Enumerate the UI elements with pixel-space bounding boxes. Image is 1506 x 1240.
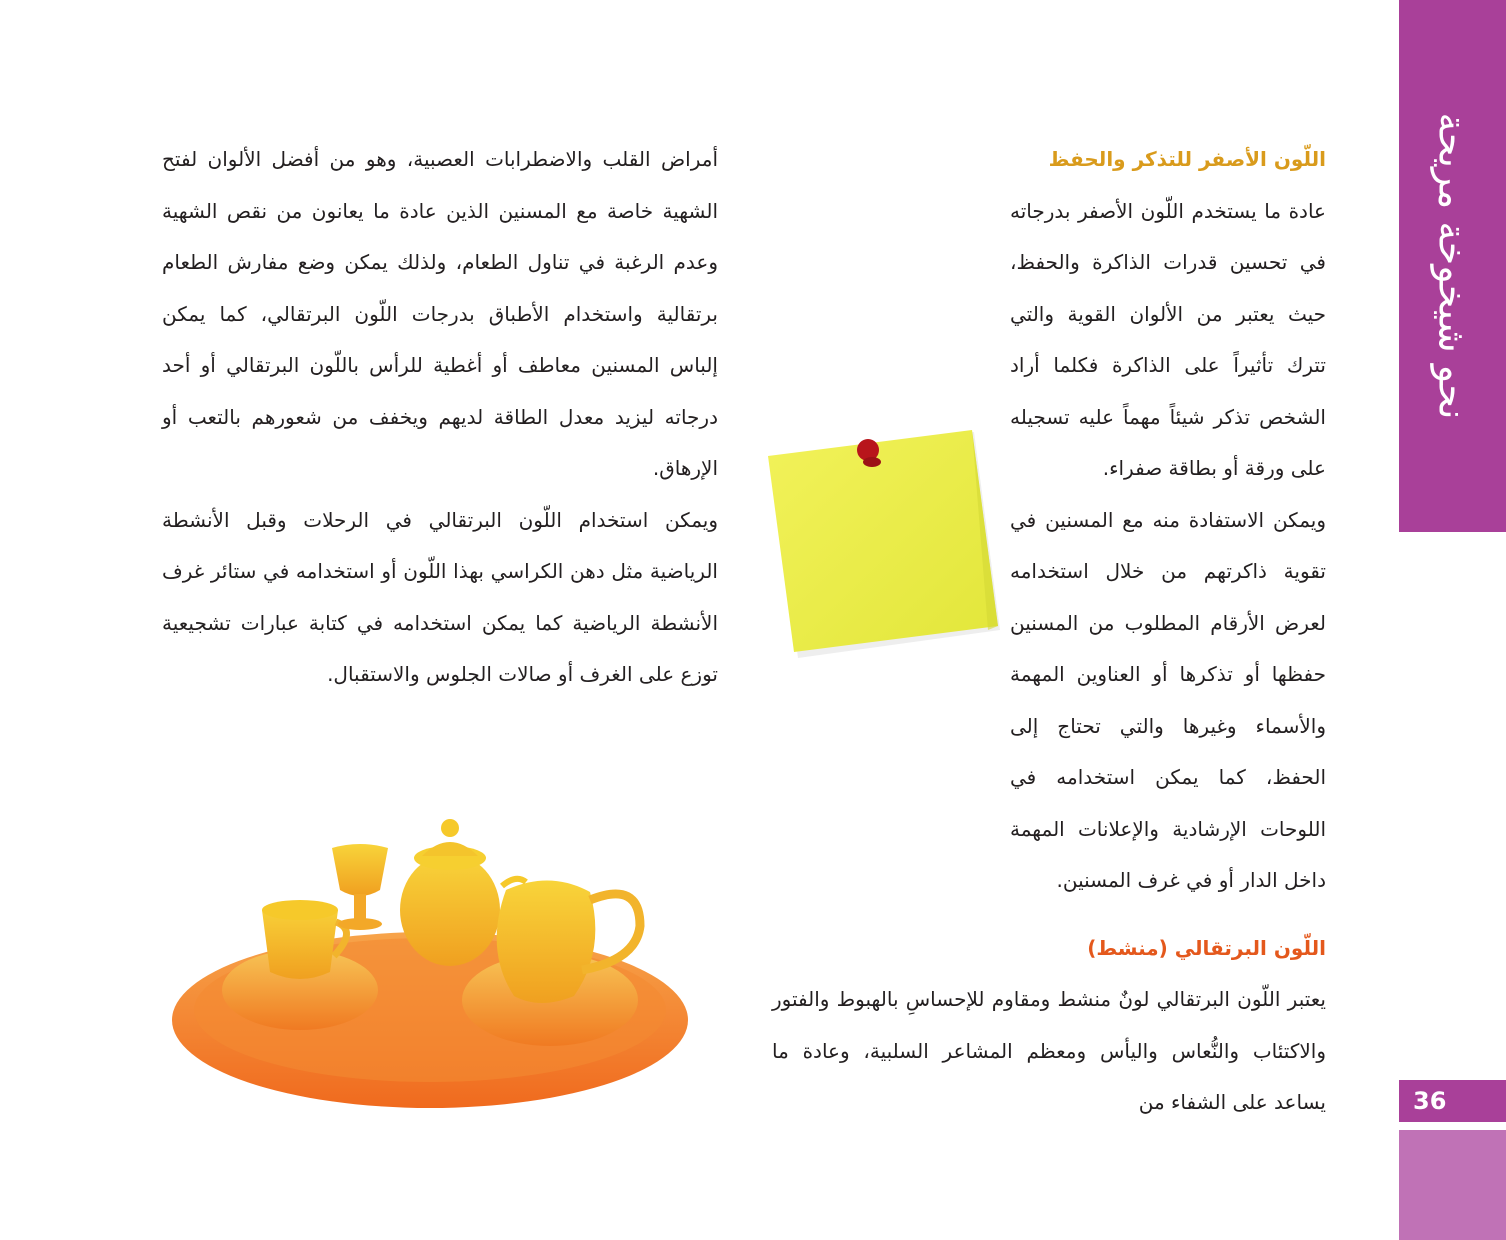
left-paragraph-2: ويمكن استخدام اللّون البرتقالي في الرحلات وقبل الأنشطة الرياضية مثل دهن الكراسي بهذا اللّون أو استخدامه في ستائر غرف الأنشطة الرياضية كما يمكن استخدامه في كتابة عبارات تشجيعية توزع على الغرف أو صالات الجلوس والاستقبال. [162, 507, 718, 686]
running-header-text: نحو شيخوخة مريحة [1430, 112, 1475, 420]
orange-paragraph-1: يعتبر اللّون البرتقالي لونٌ منشط ومقاوم للإحساسِ بالهبوط والفتور والاكتئاب والنُّعاس واليأس ومعظم المشاعر السلبية، وعادة ما يساعد على الشفاء من [772, 987, 1326, 1114]
page-number: 36 [1399, 1080, 1506, 1122]
left-column [162, 134, 718, 701]
yellow-paragraph-2: ويمكن الاستفادة منه مع المسنين في تقوية ذاكرتهم من خلال استخدامه لعرض الأرقام المطلوب من المسنين حفظها أو تذكرها أو العناوين المهمة والأسماء وغيرها والتي تحتاج إلى الحفظ، كما يمكن استخدامه في اللوحات الإرشادية والإعلانات المهمة داخل الدار أو في غرف المسنين. [1010, 507, 1326, 892]
left-paragraph-1: أمراض القلب والاضطرابات العصبية، وهو من أفضل الألوان لفتح الشهية خاصة مع المسنين الذين عادة ما يعانون من نقص الشهية وعدم الرغبة في تناول الطعام، ولذلك يمكن وضع مفارش الطعام برتقالية واستخدام الأطباق بدرجات اللّون البرتقالي، كما يمكن إلباس المسنين معاطف أو أغطية للرأس باللّون البرتقالي أو أحد درجاته ليزيد معدل الطاقة لديهم ويخفف من شعورهم بالتعب أو الإرهاق. [162, 147, 718, 480]
yellow-paragraph-1: عادة ما يستخدم اللّون الأصفر بدرجاته في تحسين قدرات الذاكرة والحفظ، حيث يعتبر من الألوان القوية والتي تترك تأثيراً على الذاكرة فكلما أراد الشخص تذكر شيئاً مهماً عليه تسجيله على ورقة أو بطاقة صفراء. [1010, 198, 1326, 480]
running-header [1399, 0, 1506, 532]
yellow-heading: اللّون الأصفر للتذكر والحفظ [1048, 147, 1326, 171]
sticky-note-image [768, 430, 1004, 658]
sidebar-footer-band [1399, 1130, 1506, 1240]
orange-heading: اللّون البرتقالي (منشط) [1087, 935, 1326, 960]
tea-set-image [170, 810, 690, 1110]
